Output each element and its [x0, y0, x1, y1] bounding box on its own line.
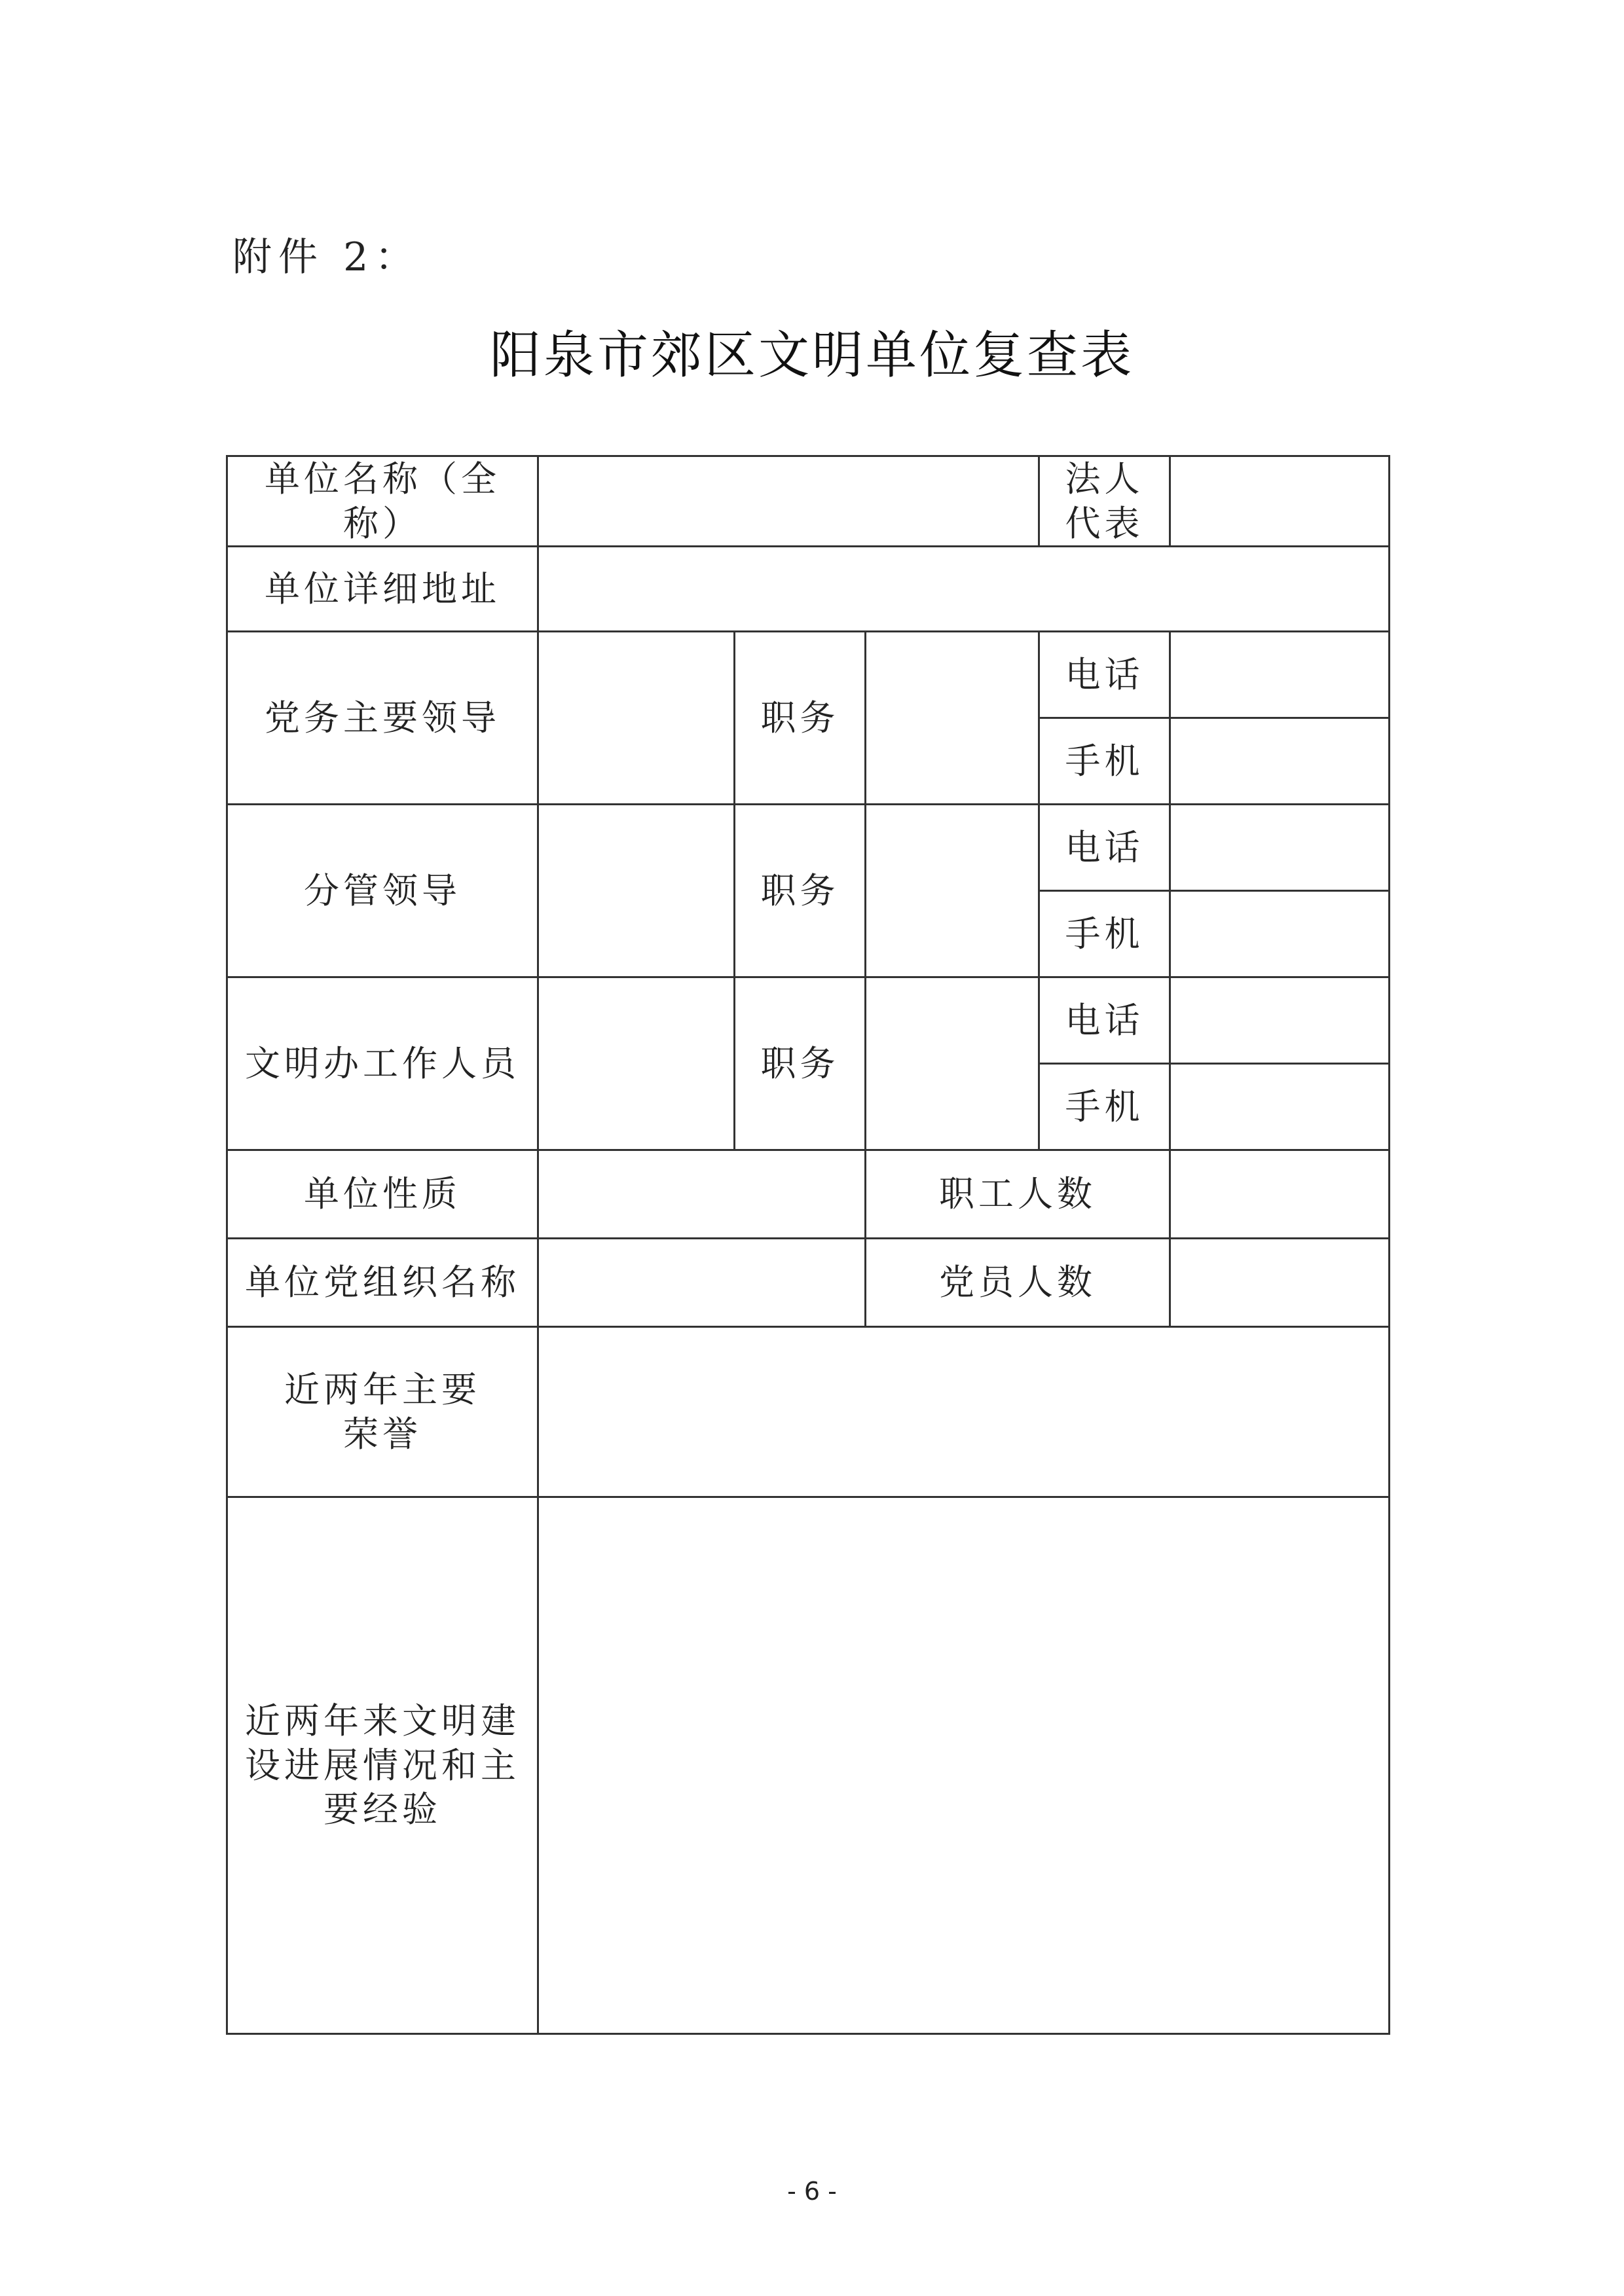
deputy-leader-mobile-field[interactable] [1170, 891, 1390, 977]
unit-name-label: 单位名称（全称） [227, 456, 538, 547]
unit-nature-label: 单位性质 [227, 1150, 538, 1239]
review-form-table [226, 455, 1390, 2035]
row-deputy-leader [227, 805, 1390, 891]
party-leader-phone-label: 电话 [1039, 632, 1170, 718]
party-leader-mobile-label: 手机 [1039, 718, 1170, 805]
party-org-field[interactable] [538, 1239, 866, 1327]
civil-office-staff-name-field[interactable] [538, 977, 735, 1150]
party-leader-label: 党务主要领导 [227, 632, 538, 805]
progress-field[interactable] [538, 1497, 1390, 2034]
party-leader-phone-field[interactable] [1170, 632, 1390, 718]
deputy-leader-position-label: 职务 [735, 805, 866, 977]
row-unit-name [227, 456, 1390, 547]
party-leader-position-field[interactable] [866, 632, 1039, 805]
row-party-org [227, 1239, 1390, 1327]
page-number: - 6 - [787, 2177, 837, 2206]
civil-office-staff-mobile-label: 手机 [1039, 1064, 1170, 1150]
civil-office-staff-position-label: 职务 [735, 977, 866, 1150]
civil-office-staff-phone-field[interactable] [1170, 977, 1390, 1064]
address-label: 单位详细地址 [227, 547, 538, 632]
attachment-label: 附件 2： [232, 234, 421, 280]
row-address [227, 547, 1390, 632]
party-member-count-label: 党员人数 [866, 1239, 1170, 1327]
address-field[interactable] [538, 547, 1390, 632]
deputy-leader-name-field[interactable] [538, 805, 735, 977]
staff-count-label: 职工人数 [866, 1150, 1170, 1239]
party-org-label: 单位党组织名称 [227, 1239, 538, 1327]
civil-office-staff-position-field[interactable] [866, 977, 1039, 1150]
row-party-leader [227, 632, 1390, 718]
party-leader-mobile-field[interactable] [1170, 718, 1390, 805]
unit-nature-field[interactable] [538, 1150, 866, 1239]
honors-field[interactable] [538, 1327, 1390, 1497]
honors-label: 近两年主要荣誉 [227, 1327, 538, 1497]
deputy-leader-position-field[interactable] [866, 805, 1039, 977]
row-civil-office-staff [227, 977, 1390, 1064]
legal-rep-label: 法人代表 [1039, 456, 1170, 547]
row-unit-nature [227, 1150, 1390, 1239]
party-member-count-field[interactable] [1170, 1239, 1390, 1327]
deputy-leader-label: 分管领导 [227, 805, 538, 977]
row-honors [227, 1327, 1390, 1497]
progress-label: 近两年来文明建设进展情况和主要经验 [227, 1497, 538, 2034]
civil-office-staff-mobile-field[interactable] [1170, 1064, 1390, 1150]
deputy-leader-phone-label: 电话 [1039, 805, 1170, 891]
party-leader-position-label: 职务 [735, 632, 866, 805]
staff-count-field[interactable] [1170, 1150, 1390, 1239]
party-leader-name-field[interactable] [538, 632, 735, 805]
row-progress [227, 1497, 1390, 2034]
deputy-leader-phone-field[interactable] [1170, 805, 1390, 891]
civil-office-staff-phone-label: 电话 [1039, 977, 1170, 1064]
legal-rep-field[interactable] [1170, 456, 1390, 547]
civil-office-staff-label: 文明办工作人员 [227, 977, 538, 1150]
unit-name-field[interactable] [538, 456, 1039, 547]
deputy-leader-mobile-label: 手机 [1039, 891, 1170, 977]
page-title: 阳泉市郊区文明单位复查表 [489, 326, 1134, 385]
